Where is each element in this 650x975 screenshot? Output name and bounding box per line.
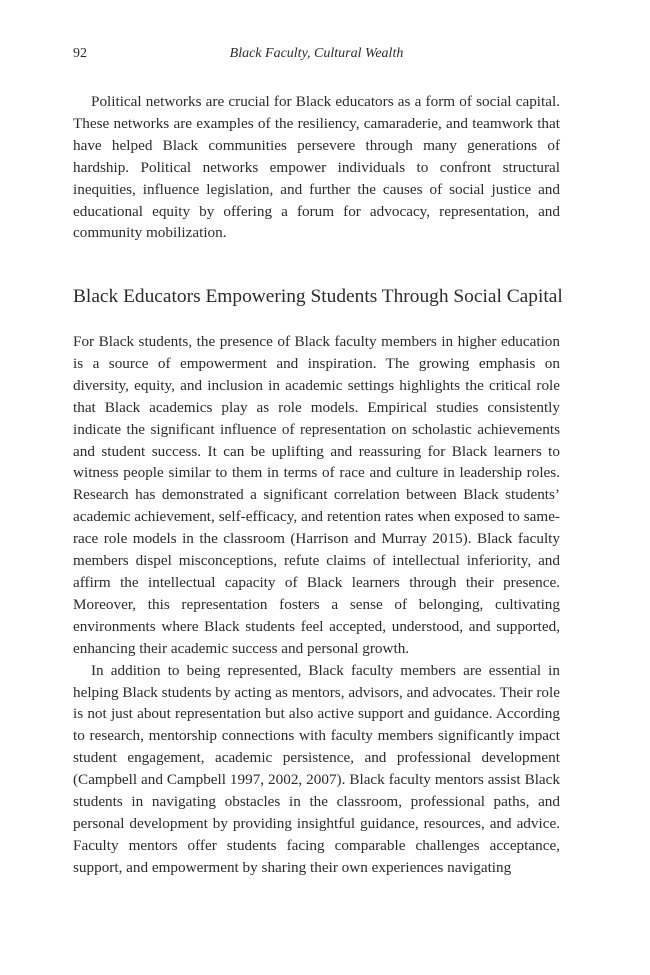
running-title: Black Faculty, Cultural Wealth bbox=[229, 46, 404, 61]
section-heading: Black Educators Empowering Students Through Social Capital bbox=[73, 286, 563, 307]
section-text-block bbox=[73, 331, 560, 879]
paragraph-political-networks: Political networks are crucial for Black educators as a form of social capital. These networks are examples of the resiliency, camaraderie, and teamwork that have helped Black communities persevere through many generations of hardship. Political networks empower individuals to confront structural inequities, influence legislation, and further the causes of social justice and educational equity by offering a forum for advocacy, representation, and community mobilization. bbox=[73, 93, 560, 242]
paragraph-representation: For Black students, the presence of Black faculty members in higher education is a source of empowerment and inspiration. The growing emphasis on diversity, equity, and inclusion in academic settings highlights the critical role that Black academics play as role models. Empirical studies consistently indicate the significant influence of representation on scholastic achievements and student success. It can be uplifting and reassuring for Black learners to witness people similar to them in terms of race and culture in leadership roles. Research has demonstrated a significant correlation between Black students’ academic achievement, self-efficacy, and retention rates when exposed to same-race role models in the classroom (Harrison and Murray 2015). Black faculty members dispel misconceptions, refute claims of intellectual inferiority, and affirm the intellectual capacity of Black learners through their presence. Moreover, this representation fosters a sense of belonging, cultivating environments where Black students feel accepted, understood, and supported, enhancing their academic success and personal growth. bbox=[73, 333, 560, 657]
opening-text-block bbox=[73, 91, 560, 244]
paragraph-mentorship: In addition to being represented, Black faculty members are essential in helping Black students by acting as mentors, advisors, and advocates. Their role is not just about representation but also active support and guidance. According to research, mentorship connections with faculty members significantly impact student engagement, academic persistence, and professional development (Campbell and Campbell 1997, 2002, 2007). Black faculty mentors assist Black students in navigating obstacles in the classroom, professional paths, and personal development by providing insightful guidance, resources, and advice. Faculty mentors offer students facing comparable challenges acceptance, support, and empowerment by sharing their own experiences navigating bbox=[73, 661, 560, 876]
running-head bbox=[73, 46, 560, 66]
page-number: 92 bbox=[73, 46, 87, 61]
